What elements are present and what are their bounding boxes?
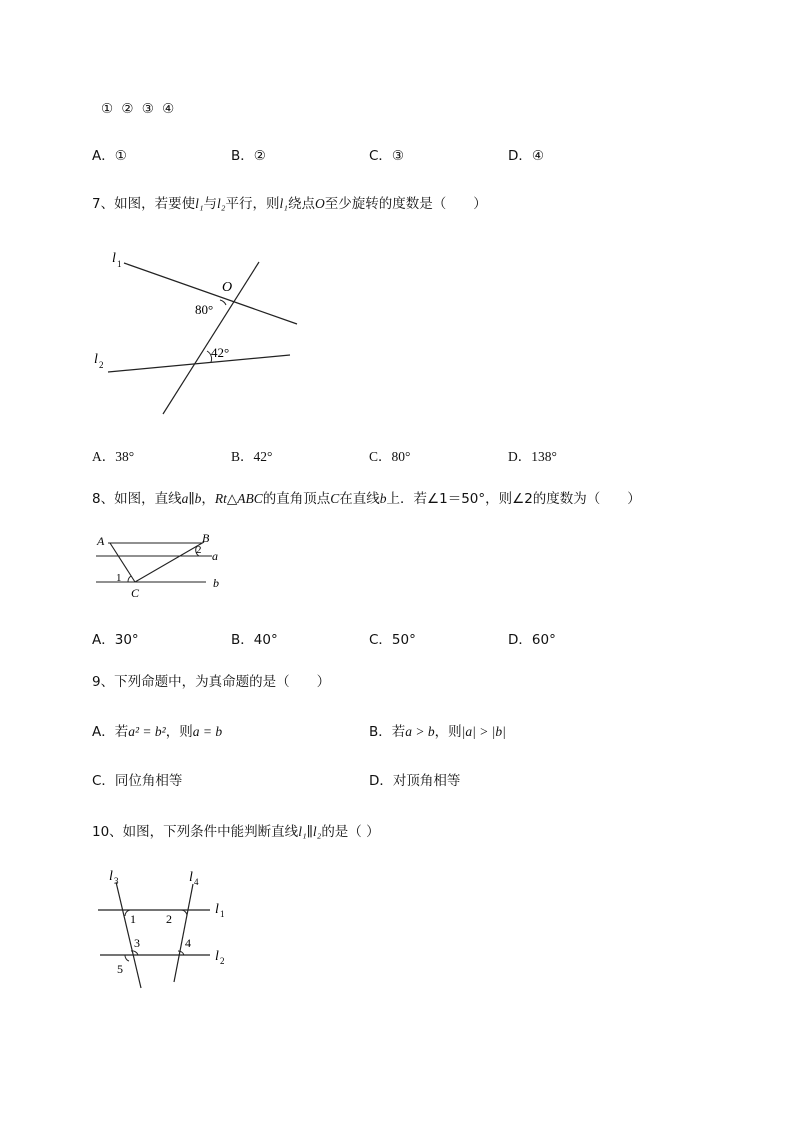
q10-label-angle3: 3: [134, 936, 140, 950]
q8-label-line-a: a: [212, 549, 218, 563]
q6-option-a[interactable]: A．①: [92, 148, 127, 164]
q10-label-angle5: 5: [117, 962, 123, 976]
q9-opt-b-math: a > b: [405, 724, 435, 739]
q8-b: b: [379, 491, 387, 506]
q9-stem: 9、下列命题中，为真命题的是（ ）: [92, 674, 331, 690]
q9-option-c[interactable]: C．同位角相等: [92, 773, 183, 789]
q10-label-l3-sub: 3: [114, 876, 119, 886]
q10-label-l2-sub: 2: [220, 956, 225, 966]
q7-label-o: O: [222, 280, 233, 295]
q8-label-angle2: 2: [196, 544, 202, 556]
q10-arc-2: [181, 910, 187, 916]
q7-mid3: 绕点: [287, 196, 315, 212]
q7-point-o: O: [314, 196, 325, 211]
q8-label-angle1: 1: [116, 572, 122, 584]
q9-opt-a-math2: a = b: [192, 724, 223, 739]
q7-option-b[interactable]: B．42°: [231, 449, 273, 464]
q8-option-b[interactable]: B．40°: [231, 632, 278, 648]
q7-label-l2: l: [94, 352, 98, 367]
q9-opt-b-math2: |a| > |b|: [461, 724, 506, 739]
q9-opt-a-math: a² = b²: [128, 724, 166, 739]
q7-l1: l₁: [195, 196, 204, 211]
q6-option-c[interactable]: C．③: [369, 148, 405, 164]
q10-label-l4-sub: 4: [194, 877, 199, 887]
q10-label-angle2: 2: [166, 912, 172, 926]
q8-option-d[interactable]: D．60°: [508, 632, 556, 648]
q9-opt-a-pre: A．若: [92, 724, 129, 740]
q10-label-l3: l: [109, 869, 113, 884]
q7-label-l1-sub: 1: [117, 259, 122, 269]
q7-option-c[interactable]: C．80°: [369, 449, 411, 464]
q8-stem-pre: 8、如图，直线: [92, 491, 182, 507]
q8-mid2: 在直线: [339, 491, 380, 507]
q8-label-a-point: A: [97, 534, 105, 548]
q7-stem-pre: 7、如图，若要使: [92, 196, 196, 212]
q8-option-a[interactable]: A．30°: [92, 632, 139, 648]
q7-l2: l₂: [217, 196, 226, 211]
q10-stem-post: 的是（ ）: [321, 824, 380, 840]
q10-label-angle4: 4: [185, 936, 191, 950]
q8-option-c[interactable]: C．50°: [369, 632, 416, 648]
q9-opt-a-mid: ，则: [165, 724, 193, 740]
q9-opt-b-pre: B．若: [369, 724, 406, 740]
q8-label-c-point: C: [131, 586, 140, 600]
q10-arc-5: [125, 955, 129, 961]
q10-label-angle1: 1: [130, 912, 136, 926]
q7-label-l2-sub: 2: [99, 360, 104, 370]
q10-label-l2: l: [215, 949, 219, 964]
q10-label-l4: l: [189, 870, 193, 885]
q7-option-a[interactable]: A．38°: [92, 449, 135, 464]
q7-label-80: 80°: [195, 302, 214, 317]
q10-label-l1-sub: 1: [220, 909, 225, 919]
q7-mid1: 与: [203, 196, 218, 212]
q7-option-d[interactable]: D．138°: [508, 449, 557, 464]
q10-stem-pre: 10、如图，下列条件中能判断直线: [92, 824, 299, 840]
q8-mid: 的直角顶点: [262, 491, 331, 507]
q8-ab: a∥b: [181, 491, 202, 506]
q7-stem-post: 至少旋转的度数是（ ）: [324, 196, 487, 212]
q10-line-l4: [174, 884, 193, 982]
q8-stem-post: 上．若∠1＝50°，则∠2的度数为（ ）: [386, 491, 641, 507]
q7-mid2: 平行，则: [225, 196, 280, 212]
q10-label-l1: l: [215, 902, 219, 917]
q7-label-42: 42°: [211, 345, 230, 360]
q6-circled-list: ① ② ③ ④: [101, 101, 177, 117]
q8-label-b-point: B: [202, 531, 210, 545]
q10-rel: l₁∥l₂: [298, 824, 322, 839]
q7-l1b: l₁: [279, 196, 288, 211]
q9-opt-b-mid: ，则: [434, 724, 462, 740]
q8-c: C: [330, 491, 340, 506]
q6-option-d[interactable]: D．④: [508, 148, 544, 164]
q6-option-b[interactable]: B．②: [231, 148, 266, 164]
q7-label-l1: l: [112, 251, 116, 266]
q9-option-d[interactable]: D．对顶角相等: [369, 773, 461, 789]
q8-sep: ，: [201, 491, 215, 507]
q8-rt: Rt△ABC: [214, 491, 263, 506]
q8-label-line-b: b: [213, 576, 219, 590]
